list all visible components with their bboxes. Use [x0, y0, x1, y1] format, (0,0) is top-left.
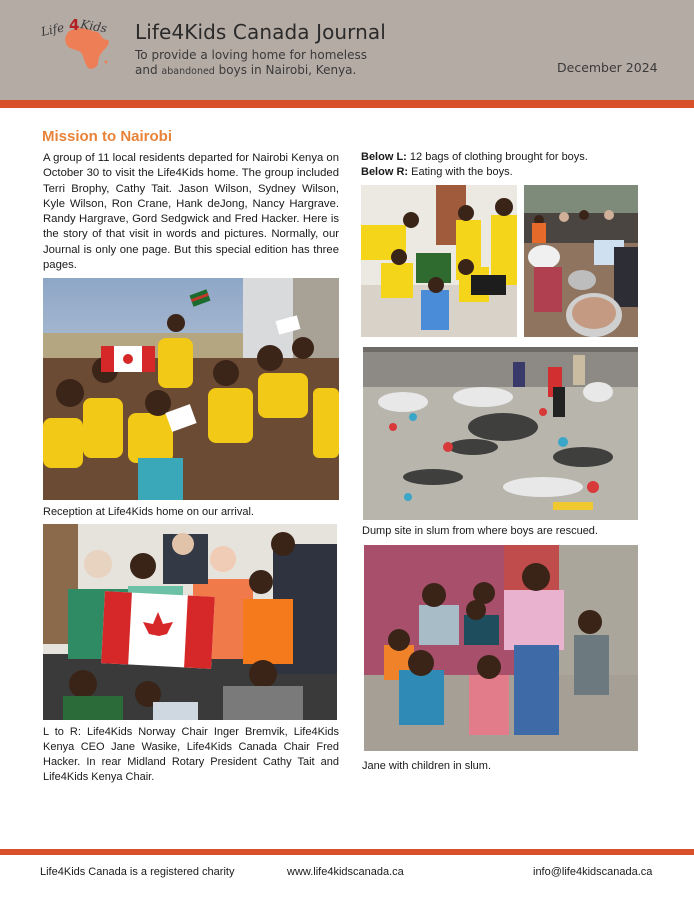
canada-flag-icon	[101, 591, 215, 669]
group-caption: L to R: Life4Kids Norway Chair Inger Bremvik, Life4Kids Kenya CEO Jane Wasike, Life4Kids Canada Chair Fred Hacker. In rear Midland Rotary President Cathy Tait and Life4Kids Kenya Chair.	[43, 726, 339, 783]
life4kids-logo	[38, 12, 128, 74]
tagline-line-1: To provide a loving home for homeless	[135, 48, 368, 62]
svg-text:Kids: Kids	[79, 17, 109, 36]
tagline	[135, 48, 367, 79]
clothing-photo	[361, 185, 517, 337]
reception-photo	[43, 278, 339, 500]
dump-site-caption: Dump site in slum from where boys are rescued.	[362, 525, 598, 537]
below-right-caption: Below R: Eating with the boys.	[361, 166, 513, 178]
eating-photo	[524, 185, 638, 337]
header-divider	[0, 100, 694, 108]
footer-website-link[interactable]: www.life4kidscanada.ca	[287, 866, 404, 878]
footer-divider	[0, 849, 694, 855]
jane-children-photo	[364, 545, 638, 751]
svg-text:4: 4	[69, 16, 80, 34]
article-body: A group of 11 local residents departed for Nairobi Kenya on October 30 to visit the Life4Kids home. The group included Terri Brophy, Cathy Tait. Jason Wilson, Sydney Wilson, Kyle Wilson, Ron Crane, Hank deJong, Nancy Hargrave. Randy Hargrave, Gord Sedgwick and Fred Hacker. Here is the story of that visit in words and pictures. Normally, our Journal is only one page. But this special edition has three pages.	[43, 152, 339, 272]
jane-caption: Jane with children in slum.	[362, 760, 492, 772]
issue-date: December 2024	[557, 60, 658, 75]
svg-text:Life: Life	[39, 20, 66, 39]
africa-logo-icon	[38, 12, 128, 74]
canada-flag-icon	[101, 346, 155, 372]
journal-title: Life4Kids Canada Journal	[135, 20, 386, 44]
below-left-caption: Below L: 12 bags of clothing brought for boys.	[361, 151, 588, 163]
below-captions	[361, 150, 651, 180]
footer-charity: Life4Kids Canada is a registered charity	[40, 866, 235, 878]
article-heading: Mission to Nairobi	[42, 128, 173, 145]
journal-header	[0, 0, 694, 100]
group-photo	[43, 524, 337, 720]
dump-site-photo	[363, 347, 638, 520]
footer-email-link[interactable]: info@life4kidscanada.ca	[533, 866, 653, 878]
reception-caption: Reception at Life4Kids home on our arrival.	[43, 506, 254, 518]
tagline-line-2: and abandoned boys in Nairobi, Kenya.	[135, 63, 357, 77]
